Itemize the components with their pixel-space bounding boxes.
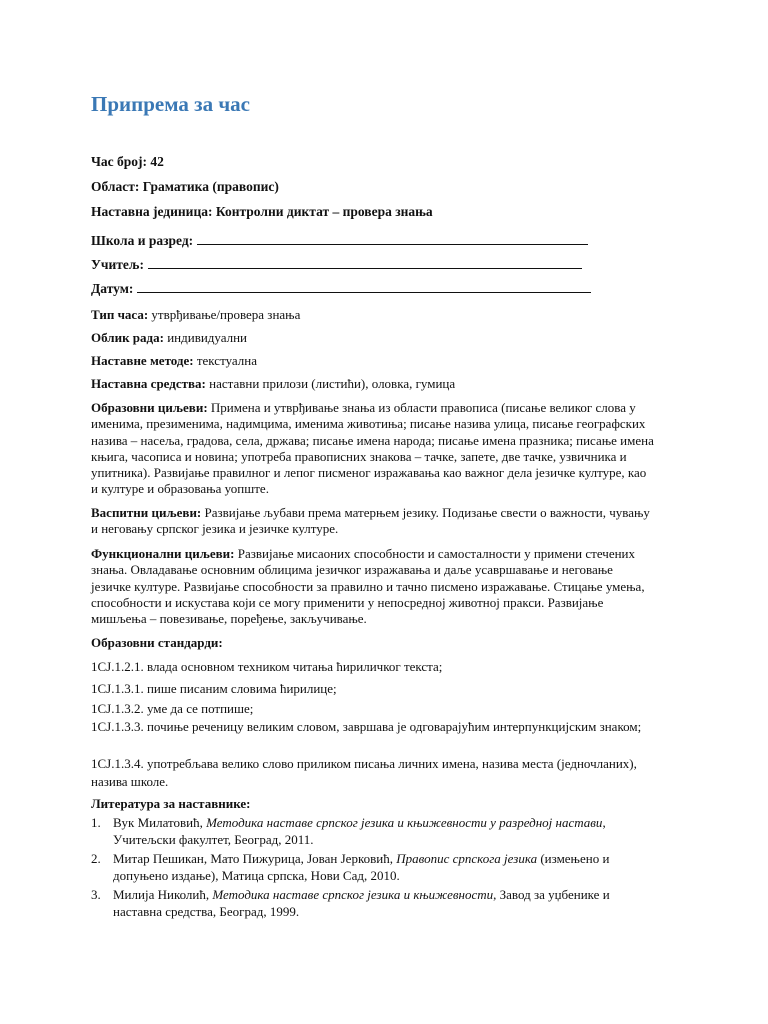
upbringing-goals-text: Развијање љубави према матерњем језику. Подизање свести о важности, чувању и неговању српског језика и језичке културе. (91, 505, 650, 537)
literature-heading: Литература за наставнике: (91, 796, 251, 811)
standard-item: 1CJ.1.3.2. уме да се потпише; (91, 701, 254, 716)
lesson-type-value: утврђивање/провера знања (151, 307, 301, 322)
lesson-number: Час број: 42 (91, 154, 164, 169)
standard-item: 1CJ.1.3.1. пише писаним словима ћирилице; (91, 681, 337, 696)
standard-item: 1CJ.1.3.4. употребљава велико слово приликом писања личних имена, назива места (једночланих), назива школе. (91, 756, 637, 789)
educational-goals-label: Образовни циљеви: (91, 400, 208, 415)
teacher-field[interactable] (91, 257, 582, 273)
literature-title: Правопис српскога језика (396, 851, 538, 866)
teaching-aids-label: Наставна средства: (91, 376, 206, 391)
teaching-methods-label: Наставне методе: (91, 353, 194, 368)
lesson-type (91, 307, 656, 323)
work-form-label: Облик рада: (91, 330, 164, 345)
literature-author: Милија Николић, (113, 887, 210, 902)
literature-item-number: 2. (91, 851, 101, 866)
teacher-label: Учитељ: (91, 257, 144, 272)
date-field[interactable] (91, 281, 591, 297)
teaching-methods (91, 353, 656, 369)
work-form (91, 330, 656, 346)
educational-goals (91, 400, 656, 498)
subject-area: Област: Граматика (правопис) (91, 179, 279, 194)
work-form-value: индивидуални (167, 330, 248, 345)
literature-item (91, 851, 656, 884)
upbringing-goals-label: Васпитни циљеви: (91, 505, 202, 520)
standards-heading: Образовни стандарди: (91, 635, 223, 650)
standard-item: 1CJ.1.3.3. почиње реченицу великим словом, завршава је одговарајућим интерпункцијским знаком; (91, 719, 642, 734)
educational-goals-text: Примена и утврђивање знања из области правописа (писање великог слова у именима, презименима, надимцима, именима животиња; писање назива улица, писање географских назива – насеља, градова, села, држава; писање имена народа; писање имена празника; писање имена књига, часописа и новина; употреба правописних знакова – тачке, запете, две тачке, узвичника и упитника). Развијање правилног и лепог писменог изражавања као важног дела језичке културе, као и културе и образовања уопште. (91, 400, 654, 497)
literature-author: Вук Милатовић, (113, 815, 203, 830)
literature-publisher: , Завод за уџбенике и наставна средства, Београд, 1999. (113, 887, 610, 919)
teaching-aids-value: наставни прилози (листићи), оловка, гумица (209, 376, 456, 391)
literature-publisher: (измењено и допуњено издање), Матица српска, Нови Сад, 2010. (113, 851, 610, 883)
school-label: Школа и разред: (91, 233, 194, 248)
date-label: Датум: (91, 281, 134, 296)
teaching-aids (91, 376, 656, 392)
school-field[interactable] (91, 233, 588, 249)
literature-item (91, 815, 656, 848)
functional-goals-text: Развијање мисаоних способности и самосталности у примени стечених знања. Овладавање основним облицима језичког изражавања и даље усавршавање и неговање језичке културе. Развијање способности за правилно и тачно писмено изражавање. Стицање умења, способности и искустава који се могу применити у непосредној животној пракси. Развијање мишљења – повезивање, поређење, закључивање. (91, 546, 645, 627)
teaching-unit: Наставна јединица: Контролни диктат – провера знања (91, 204, 433, 219)
school-blank-line[interactable] (197, 233, 588, 245)
upbringing-goals (91, 505, 656, 538)
functional-goals-label: Функционални циљеви: (91, 546, 235, 561)
literature-title: Методика наставе српског језика и књижевности (212, 887, 494, 902)
literature-publisher: , Учитељски факултет, Београд, 2011. (113, 815, 606, 847)
functional-goals (91, 546, 656, 627)
teacher-blank-line[interactable] (148, 257, 582, 269)
page-title: Припрема за час (91, 92, 250, 116)
teaching-methods-value: текстуална (196, 353, 258, 368)
literature-title: Методика наставе српског језика и књижевности у разредној настави (206, 815, 603, 830)
standard-item: 1CJ.1.2.1. влада основном техником читања ћириличког текста; (91, 659, 443, 674)
lesson-type-label: Тип часа: (91, 307, 149, 322)
literature-item (91, 887, 656, 920)
literature-item-number: 1. (91, 815, 101, 830)
literature-item-number: 3. (91, 887, 101, 902)
date-blank-line[interactable] (137, 281, 591, 293)
literature-author: Митар Пешикан, Мато Пижурица, Јован Јерковић, (113, 851, 393, 866)
